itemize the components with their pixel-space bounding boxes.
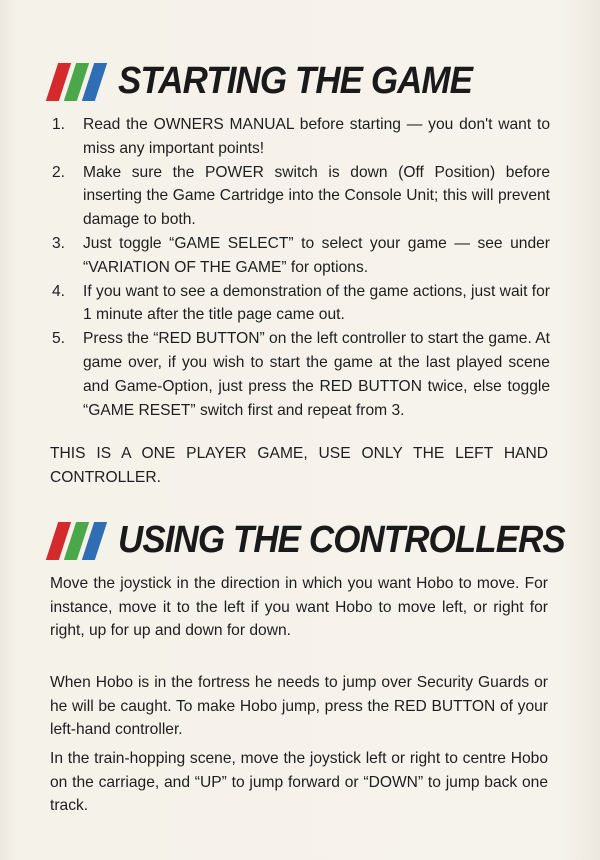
- step-text: Read the OWNERS MANUAL before starting — you don't want to miss any important points!: [83, 116, 550, 157]
- step-item: [52, 113, 550, 161]
- step-item: [52, 280, 550, 328]
- step-number: 1.: [52, 116, 66, 133]
- step-number: 5.: [52, 330, 66, 348]
- step-text: Press the “RED BUTTON” on the left controller to start the game. At game over, if you wish to start the game at the last played scene and Game-Option, just press the RED BUTTON twice, else toggle “GAME RESET” switch first and repeat from 3.: [83, 330, 550, 419]
- step-item: [52, 232, 550, 280]
- section-heading-starting: [52, 60, 503, 103]
- stripes-logo-icon: [52, 522, 106, 560]
- section-title: STARTING THE GAME: [118, 60, 473, 102]
- step-text: Make sure the POWER switch is down (Off Position) before inserting the Game Cartridge into the Console Unit; this will prevent damage to both.: [83, 163, 550, 229]
- step-number: 4.: [52, 282, 66, 300]
- step-number: 2.: [52, 163, 66, 181]
- paragraph-train: In the train-hopping scene, move the joystick left or right to centre Hobo on the carriage, and “UP” to jump forward or “DOWN” to jump back one track.: [50, 750, 548, 814]
- step-text: If you want to see a demonstration of the game actions, just wait for 1 minute after the title page came out.: [83, 282, 550, 324]
- stripes-logo-icon: [52, 63, 106, 101]
- steps-list: [52, 113, 550, 422]
- section-title: USING THE CONTROLLERS: [118, 519, 565, 561]
- step-number: 3.: [52, 234, 66, 252]
- paragraph-joystick: Move the joystick in the direction in which you want Hobo to move. For instance, move it to the left if you want Hobo to move left, or right for right, up for up and down for down.: [50, 575, 548, 639]
- step-text: Just toggle “GAME SELECT” to select your game — see under “VARIATION OF THE GAME” for options.: [83, 234, 550, 276]
- step-item: [52, 327, 550, 422]
- paragraph-fortress: When Hobo is in the fortress he needs to jump over Security Guards or he will be caught. To make Hobo jump, press the RED BUTTON of your left-hand controller.: [50, 674, 548, 738]
- one-player-note: THIS IS A ONE PLAYER GAME, USE ONLY THE LEFT HAND CONTROLLER.: [50, 445, 548, 486]
- section-heading-controllers: [52, 519, 600, 562]
- step-item: [52, 161, 550, 232]
